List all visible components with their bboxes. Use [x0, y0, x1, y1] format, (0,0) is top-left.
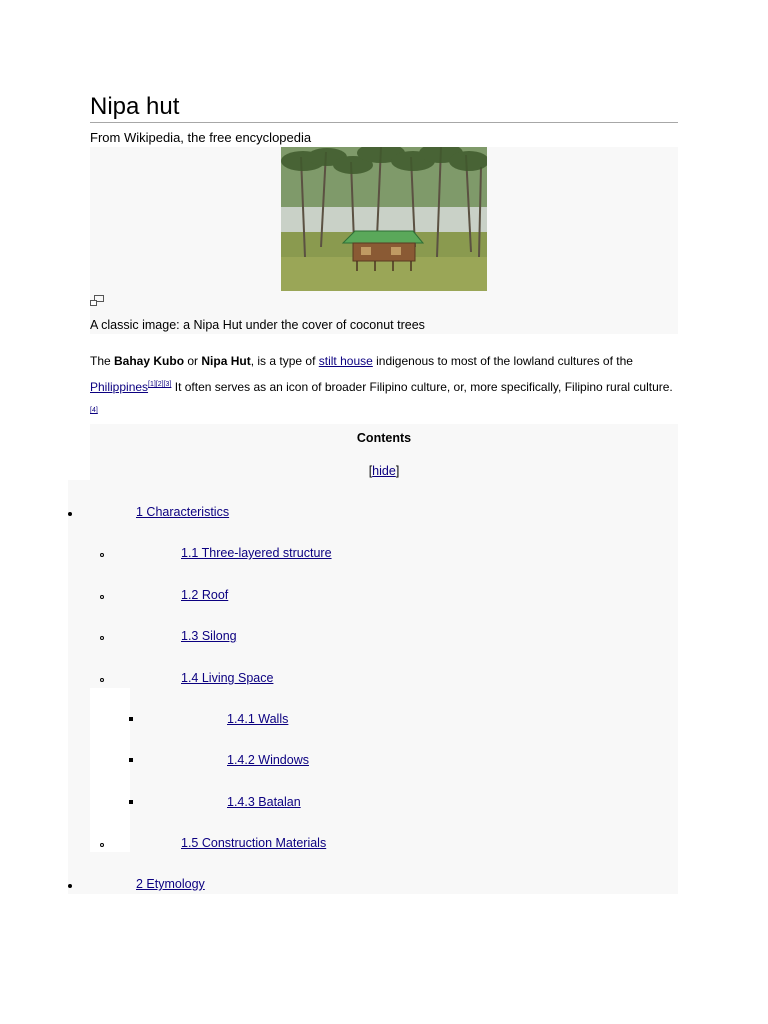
- toc-bg-gap: [90, 688, 130, 852]
- toc-bullet-square: [129, 758, 133, 762]
- page-subtitle: From Wikipedia, the free encyclopedia: [90, 130, 312, 145]
- toc-title: Contents: [356, 431, 412, 445]
- toc-item-living-space[interactable]: 1.4 Living Space: [181, 671, 274, 685]
- toc-item-walls[interactable]: 1.4.1 Walls: [227, 712, 289, 726]
- intro-text: It often serves as an icon of broader Filipino culture, or, more specifically, Filipino rural culture.: [171, 380, 673, 394]
- toc-bg-extension: [68, 480, 90, 894]
- toc-bracket-open: [: [368, 464, 373, 478]
- photo-svg: [281, 147, 487, 291]
- intro-paragraph: [90, 350, 680, 425]
- toc-item-etymology[interactable]: 2 Etymology: [136, 877, 205, 891]
- enlarge-icon[interactable]: [90, 294, 104, 306]
- link-philippines[interactable]: Philippines: [90, 380, 149, 394]
- toc-item-windows[interactable]: 1.4.2 Windows: [227, 753, 309, 767]
- toc-box: [90, 424, 678, 894]
- intro-text: or: [184, 354, 202, 368]
- term-nipa-hut: Nipa Hut: [201, 354, 251, 368]
- toc-hide-control: [90, 464, 678, 478]
- toc-bullet-circle: [100, 595, 104, 599]
- toc-item-silong[interactable]: 1.3 Silong: [181, 629, 237, 643]
- intro-text: , is a type of: [250, 354, 319, 368]
- citation-1-2-3[interactable]: [1][2][3]: [148, 381, 172, 388]
- figure-caption: A classic image: a Nipa Hut under the cover of coconut trees: [90, 318, 425, 332]
- toc-item-characteristics[interactable]: 1 Characteristics: [136, 505, 230, 519]
- citation-4[interactable]: [4]: [90, 407, 98, 414]
- toc-hide-link[interactable]: hide: [372, 464, 396, 478]
- toc-bullet-circle: [100, 553, 104, 557]
- toc-bullet-circle: [100, 678, 104, 682]
- toc-bullet-disc: [68, 512, 72, 516]
- link-stilt-house[interactable]: stilt house: [318, 354, 373, 368]
- toc-bullet-circle: [100, 636, 104, 640]
- toc-bullet-disc: [68, 884, 72, 888]
- toc-item-three-layered-structure[interactable]: 1.1 Three-layered structure: [181, 546, 332, 560]
- toc-item-construction-materials[interactable]: 1.5 Construction Materials: [181, 836, 327, 850]
- toc-bullet-circle: [100, 843, 104, 847]
- nipa-hut-photo[interactable]: [281, 147, 487, 291]
- toc-item-batalan[interactable]: 1.4.3 Batalan: [227, 795, 301, 809]
- term-bahay-kubo: Bahay Kubo: [114, 354, 185, 368]
- intro-text: The: [90, 354, 115, 368]
- toc-bullet-square: [129, 717, 133, 721]
- intro-text: indigenous to most of the lowland cultures of the: [372, 354, 633, 368]
- toc-bullet-square: [129, 800, 133, 804]
- toc-item-roof[interactable]: 1.2 Roof: [181, 588, 229, 602]
- toc-bracket-close: ]: [395, 464, 400, 478]
- page-title: Nipa hut: [90, 92, 678, 123]
